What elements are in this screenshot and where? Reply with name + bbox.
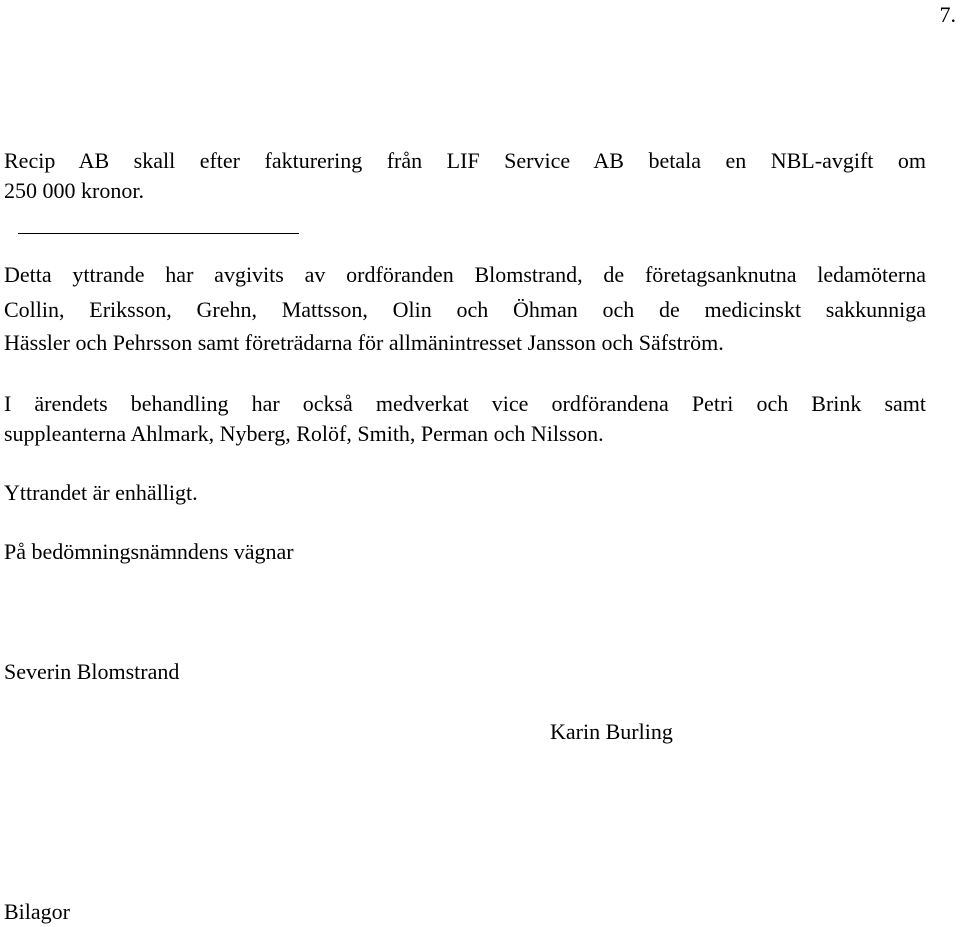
signature-secretary: Karin Burling xyxy=(550,719,673,744)
signature-chair: Severin Blomstrand xyxy=(4,659,180,684)
fee-paragraph-line-1: Recip AB skall efter fakturering från LIF Service AB betala en NBL-avgift om xyxy=(4,148,926,173)
footnote-divider xyxy=(18,233,299,234)
participants-paragraph-line-1: Detta yttrande har avgivits av ordföranden Blomstrand, de företagsanknutna ledamöterna xyxy=(4,262,926,287)
on-behalf-statement: På bedömningsnämndens vägnar xyxy=(4,539,294,564)
page-number: 7. xyxy=(939,2,956,27)
attachments-label: Bilagor xyxy=(4,899,70,924)
others-paragraph-line-1: I ärendets behandling har också medverkat vice ordförandena Petri och Brink samt xyxy=(4,391,926,416)
unanimous-statement: Yttrandet är enhälligt. xyxy=(4,480,198,505)
others-paragraph-line-2: suppleanterna Ahlmark, Nyberg, Rolöf, Smith, Perman och Nilsson. xyxy=(4,421,604,446)
fee-paragraph-line-2: 250 000 kronor. xyxy=(4,178,144,203)
participants-paragraph-line-2: Collin, Eriksson, Grehn, Mattsson, Olin och Öhman och de medicinskt sakkunniga xyxy=(4,297,926,322)
participants-paragraph-line-3: Hässler och Pehrsson samt företrädarna för allmänintresset Jansson och Säfström. xyxy=(4,330,724,355)
